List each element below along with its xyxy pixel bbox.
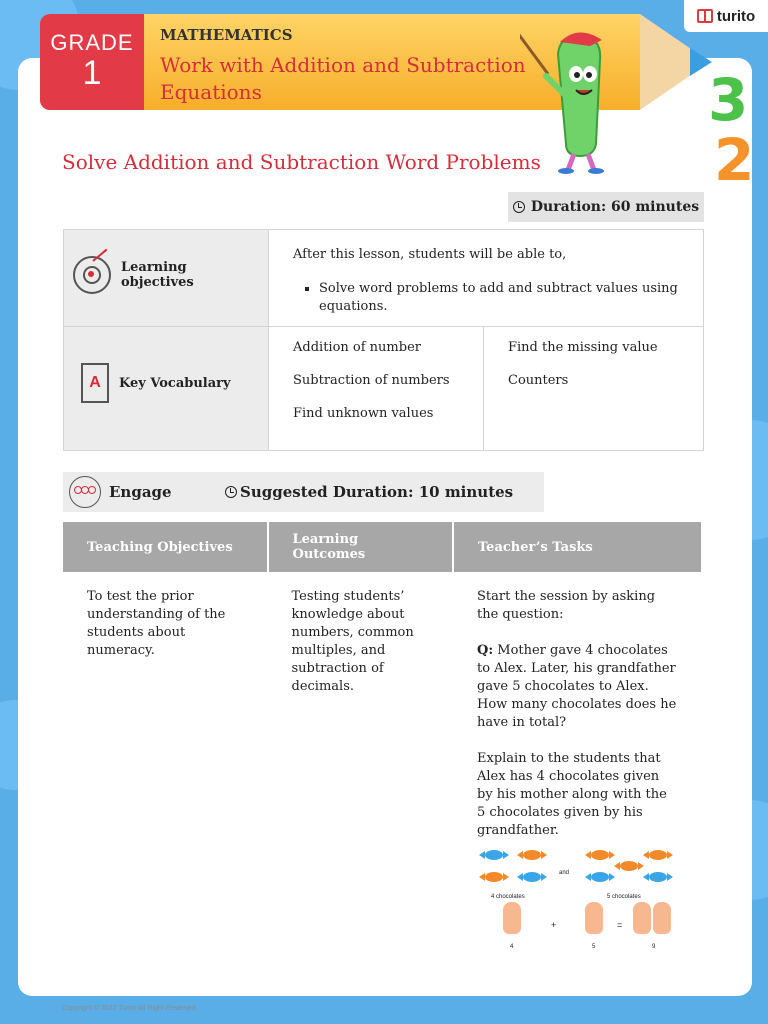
candy-icon [620,861,638,871]
question-label: Q: [477,643,494,658]
question-text: Mother gave 4 chocolates to Alex. Later, his grandfather gave 5 chocolates to Alex. How many chocolates does he have in total? [477,643,677,730]
vocabulary-label-cell [64,327,269,451]
section-title: Solve Addition and Subtraction Word Problems [62,150,541,174]
engage-label: Engage [109,483,172,501]
number-5: 5 [592,944,596,950]
vocab-term: Find the missing value [508,340,658,355]
candy-icon [649,850,667,860]
copyright-footer: Copyright © 2022 Turito All Right Reserved. [62,1005,198,1012]
hand-icon [585,902,603,934]
objectives-label: Learning objectives [121,260,194,290]
objectives-list [293,280,679,316]
vocab-term: Addition of number [293,340,421,355]
equals-sign: = [617,920,623,930]
header-teaching-objectives: Teaching Objectives [63,522,268,572]
engage-bar [63,472,544,512]
duration-text: Duration: 60 minutes [530,199,700,215]
chocolates-illustration [477,846,677,956]
dictionary-icon: A [81,363,109,403]
hand-icon [503,902,521,934]
candy-icon [523,850,541,860]
logo-text: turito [716,7,756,25]
clock-icon [513,201,525,213]
lesson-info-table [63,229,704,451]
vocabulary-col-2 [484,327,704,451]
learning-outcome-text: Testing students’ knowledge about numbers, common multiples, and subtraction of decimals. [291,589,414,694]
vocab-term: Subtraction of numbers [293,373,450,388]
task-explanation: Explain to the students that Alex has 4 chocolates given by his mother along with the 5 chocolates given by his grandfather. [477,751,667,838]
vocab-term: Find unknown values [293,406,434,421]
left-caption: 4 chocolates [491,894,525,900]
subject-label: MATHEMATICS [160,26,293,44]
learning-outcome-cell [268,572,453,972]
objectives-intro: After this lesson, students will be able to, [293,247,567,262]
objectives-label-cell [64,230,269,327]
header-learning-outcomes: Learning Outcomes [268,522,453,572]
teaching-objective-cell [63,572,268,972]
vocabulary-label: Key Vocabulary [119,375,231,391]
and-label: and [559,870,570,876]
plus-sign: + [551,920,557,930]
candy-icon [591,872,609,882]
number-9: 9 [652,944,656,950]
right-caption: 5 chocolates [607,894,641,900]
target-icon [73,256,111,294]
candy-icon [591,850,609,860]
hand-icon [653,902,671,934]
grade-number: 1 [82,54,102,92]
grade-badge [40,14,144,110]
hand-icon [633,902,651,934]
candy-icon [485,872,503,882]
header-teachers-tasks: Teacher’s Tasks [453,522,701,572]
candy-icon [523,872,541,882]
decor-number-2: 2 [714,126,755,194]
teacher-tasks-cell [453,572,701,972]
candy-icon [649,872,667,882]
objectives-content [269,230,704,327]
objective-item: ▪ Solve word problems to add and subtract values using equations. [319,280,679,316]
task-question [477,642,677,732]
candy-icon [485,850,503,860]
task-intro: Start the session by asking the question: [477,589,656,622]
suggested-duration-text: Suggested Duration: 10 minutes [240,483,514,501]
lesson-title: Work with Addition and Subtraction Equations [160,53,526,104]
teaching-objective-text: To test the prior understanding of the students about numeracy. [87,589,226,658]
vocab-term: Counters [508,373,569,388]
engage-table [63,522,701,972]
number-4: 4 [510,944,514,950]
suggested-duration [225,483,513,501]
group-icon [69,476,101,508]
decor-number-3: 3 [708,66,749,134]
duration-badge [508,192,704,222]
grade-label: GRADE [50,30,134,55]
clock-icon [225,486,237,498]
vocabulary-col-1 [269,327,484,451]
